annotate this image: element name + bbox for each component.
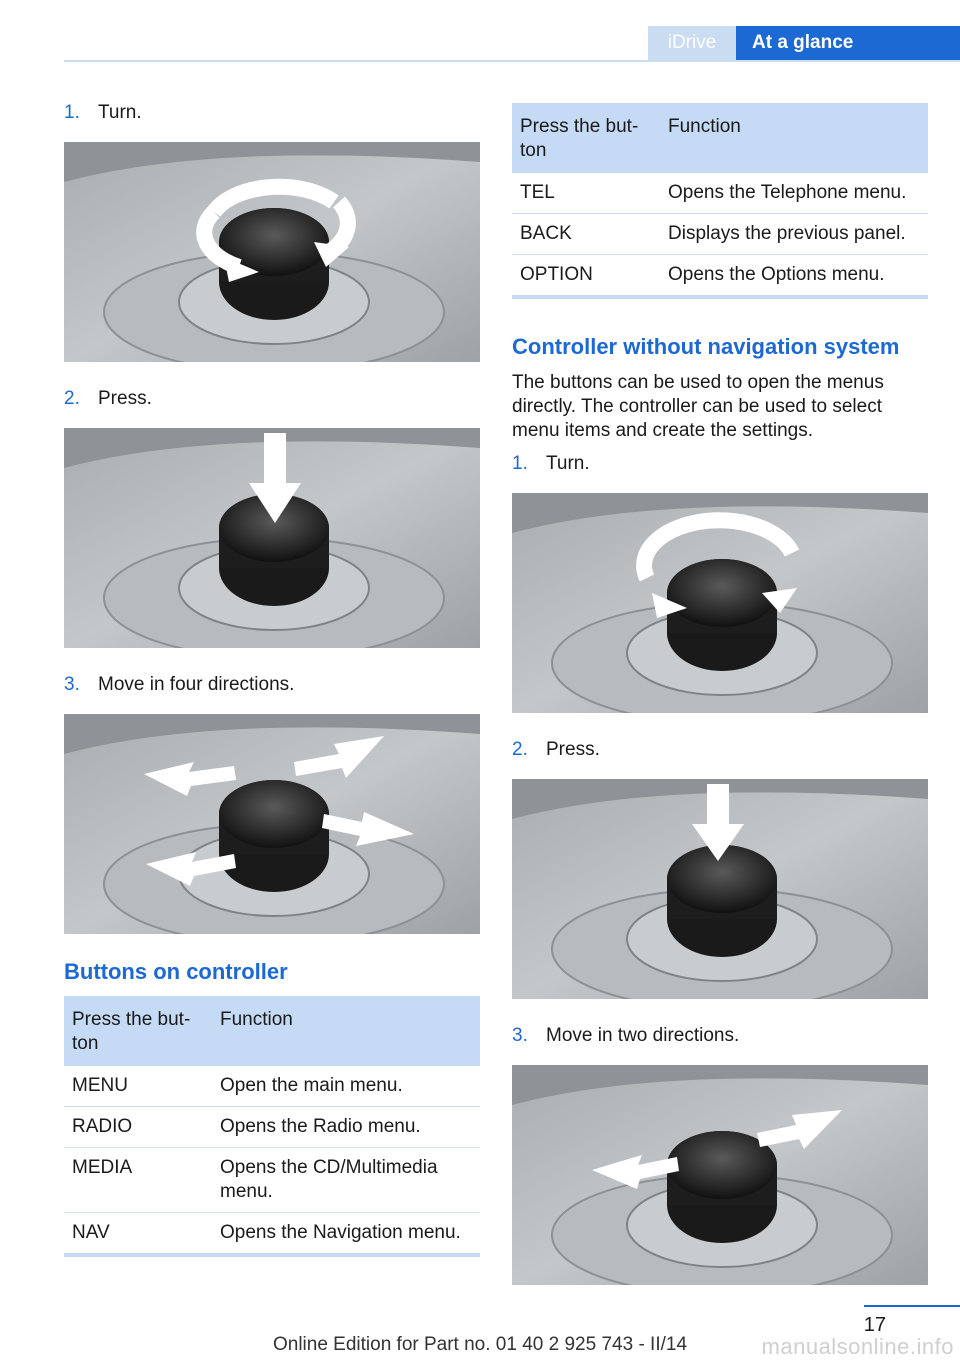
buttons-table-left xyxy=(64,996,480,1257)
step-number: 1. xyxy=(512,453,528,474)
button-function: Opens the CD/Multimedia menu. xyxy=(212,1148,480,1213)
column-header: Press the but-ton xyxy=(512,103,660,173)
controller-turn-illustration xyxy=(64,142,480,362)
step-1-left xyxy=(64,100,480,130)
button-name: NAV xyxy=(64,1213,212,1256)
step-text: Press. xyxy=(98,388,152,409)
step-text: Turn. xyxy=(98,102,142,123)
step-text: Move in two directions. xyxy=(546,1025,740,1046)
button-name: TEL xyxy=(512,173,660,214)
edition-text: Online Edition for Part no. 01 40 2 925 743 - II/14 xyxy=(272,1334,688,1355)
step-number: 2. xyxy=(64,388,80,409)
controller-nonav-press-illustration xyxy=(512,779,928,999)
step-2-left xyxy=(64,386,480,416)
button-name: MEDIA xyxy=(64,1148,212,1213)
step-2-right xyxy=(512,737,928,767)
table-row xyxy=(512,214,928,255)
step-text: Move in four directions. xyxy=(98,674,295,695)
page-number: 17 xyxy=(863,1314,886,1336)
step-number: 2. xyxy=(512,739,528,760)
step-text: Turn. xyxy=(546,453,590,474)
intro-paragraph: The buttons can be used to open the menus directly. The controller can be used to select menu items and create the settings. xyxy=(512,372,884,441)
column-header: Function xyxy=(660,103,928,173)
step-3-left xyxy=(64,672,480,702)
step-number: 1. xyxy=(64,102,80,123)
button-name: OPTION xyxy=(512,255,660,298)
table-row xyxy=(512,173,928,214)
left-column xyxy=(64,100,480,1257)
button-function: Opens the Options menu. xyxy=(660,255,928,298)
button-name: RADIO xyxy=(64,1107,212,1148)
button-function: Displays the previous panel. xyxy=(660,214,928,255)
button-function: Opens the Radio menu. xyxy=(212,1107,480,1148)
table-row xyxy=(64,1213,480,1256)
step-3-right xyxy=(512,1023,928,1053)
controller-nonav-turn-illustration xyxy=(512,493,928,713)
controller-two-directions-illustration xyxy=(512,1065,928,1285)
button-name: BACK xyxy=(512,214,660,255)
table-row xyxy=(64,1066,480,1107)
controller-press-illustration xyxy=(64,428,480,648)
column-header: Press the but-ton xyxy=(64,996,212,1066)
button-function: Open the main menu. xyxy=(212,1066,480,1107)
step-1-right xyxy=(512,451,928,481)
button-function: Opens the Telephone menu. xyxy=(660,173,928,214)
footer-rule xyxy=(864,1305,960,1307)
table-row xyxy=(64,1107,480,1148)
table-header-row xyxy=(64,996,480,1066)
table-row xyxy=(64,1148,480,1213)
header-rule xyxy=(64,60,960,62)
table-row xyxy=(512,255,928,298)
step-text: Press. xyxy=(546,739,600,760)
button-function: Opens the Navigation menu. xyxy=(212,1213,480,1256)
table-header-row xyxy=(512,103,928,173)
column-header: Function xyxy=(212,996,480,1066)
step-number: 3. xyxy=(64,674,80,695)
watermark: manualsonline.info xyxy=(761,1334,954,1359)
buttons-table-right xyxy=(512,103,928,299)
step-number: 3. xyxy=(512,1025,528,1046)
section-title-buttons: Buttons on controller xyxy=(64,959,288,984)
section-title-controller: Controller without navigation system xyxy=(512,334,900,359)
right-column xyxy=(512,103,928,1309)
button-name: MENU xyxy=(64,1066,212,1107)
header-tab[interactable]: At a glance xyxy=(736,26,960,60)
controller-four-directions-illustration xyxy=(64,714,480,934)
header-section[interactable]: iDrive xyxy=(648,26,736,60)
